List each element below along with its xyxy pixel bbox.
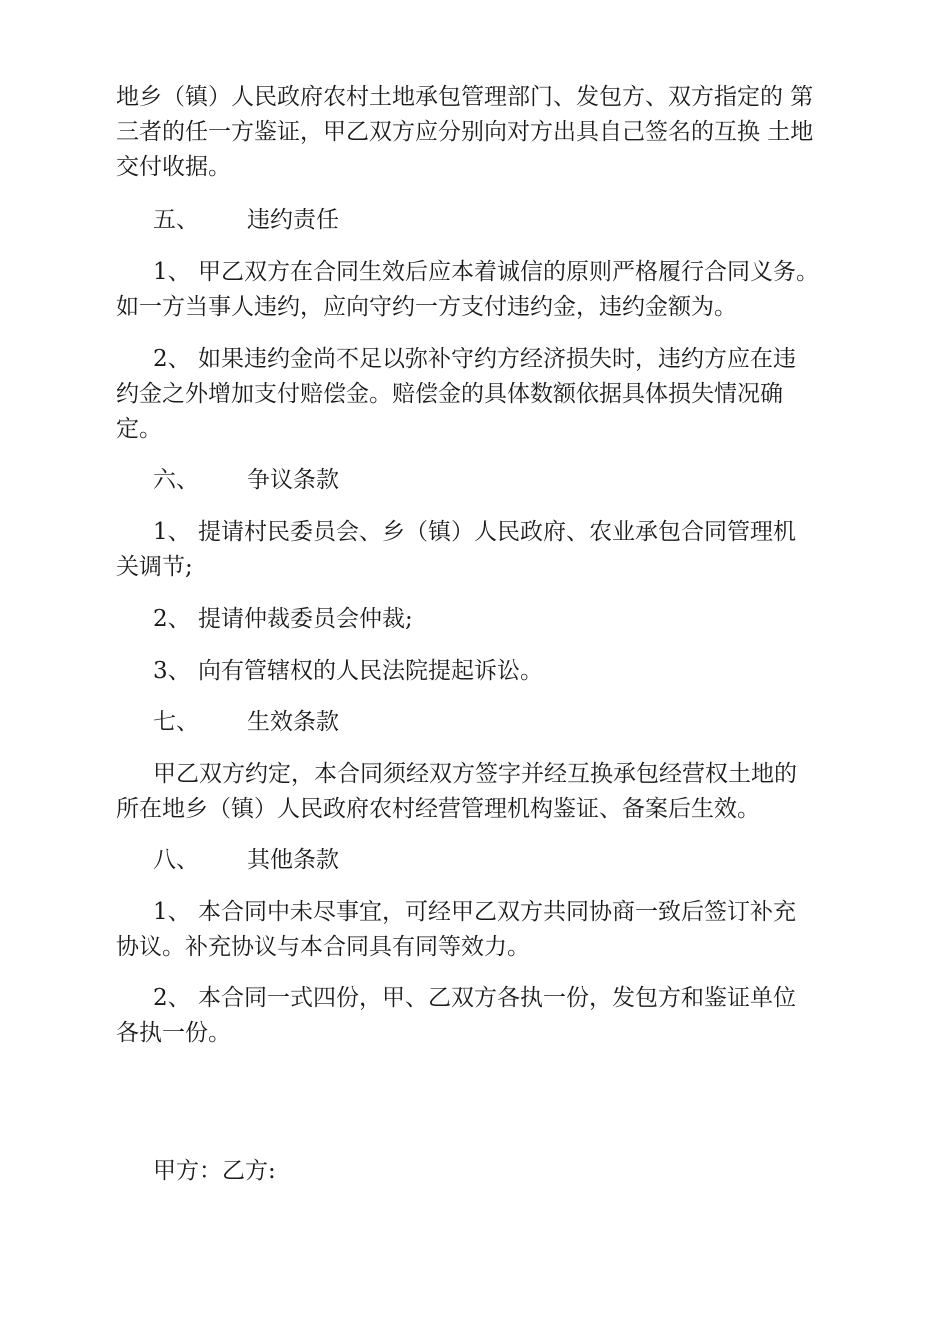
clause-line: 约金之外增加支付赔偿金。赔偿金的具体数额依据具体损失情况确 xyxy=(116,381,783,407)
section-number: 五、 xyxy=(153,207,199,233)
clause-line: 各执一份。 xyxy=(116,1020,231,1046)
paragraph-line: 交付收据。 xyxy=(116,154,231,180)
clause-line: 关调节; xyxy=(116,554,193,580)
section-heading-6 xyxy=(153,463,339,497)
section-title: 生效条款 xyxy=(247,709,339,735)
clause-line: 3、 向有管辖权的人民法院提起诉讼。 xyxy=(153,658,543,684)
section-heading-8 xyxy=(153,843,339,877)
clause-line: 协议。补充协议与本合同具有同等效力。 xyxy=(116,934,530,960)
section-heading-7 xyxy=(153,705,339,739)
section-title: 争议条款 xyxy=(247,467,339,493)
clause-line: 所在地乡（镇）人民政府农村经营管理机构鉴证、备案后生效。 xyxy=(116,796,760,822)
paragraph-line: 地乡（镇）人民政府农村土地承包管理部门、发包方、双方指定的 第 xyxy=(116,84,814,110)
section-number: 六、 xyxy=(153,467,199,493)
signature-line: 甲方：乙方: xyxy=(153,1158,276,1184)
clause-line: 如一方当事人违约，应向守约一方支付违约金，违约金额为。 xyxy=(116,294,737,320)
clause-line: 定。 xyxy=(116,416,162,442)
section-number: 八、 xyxy=(153,847,199,873)
clause-line: 2、 如果违约金尚不足以弥补守约方经济损失时，违约方应在违 xyxy=(153,346,796,372)
paragraph-line: 三者的任一方鉴证，甲乙双方应分别向对方出具自己签名的互换 土地 xyxy=(116,119,814,145)
clause-line: 1、 甲乙双方在合同生效后应本着诚信的原则严格履行合同义务。 xyxy=(153,259,819,285)
clause-line: 甲乙双方约定，本合同须经双方签字并经互换承包经营权土地的 xyxy=(153,761,797,787)
section-heading-5 xyxy=(153,203,339,237)
clause-line: 1、 提请村民委员会、乡（镇）人民政府、农业承包合同管理机 xyxy=(153,519,796,545)
clause-line: 1、 本合同中未尽事宜，可经甲乙双方共同协商一致后签订补充 xyxy=(153,899,796,925)
section-title: 违约责任 xyxy=(247,207,339,233)
section-title: 其他条款 xyxy=(247,847,339,873)
clause-line: 2、 提请仲裁委员会仲裁; xyxy=(153,606,413,632)
section-number: 七、 xyxy=(153,709,199,735)
clause-line: 2、 本合同一式四份，甲、乙双方各执一份，发包方和鉴证单位 xyxy=(153,985,796,1011)
